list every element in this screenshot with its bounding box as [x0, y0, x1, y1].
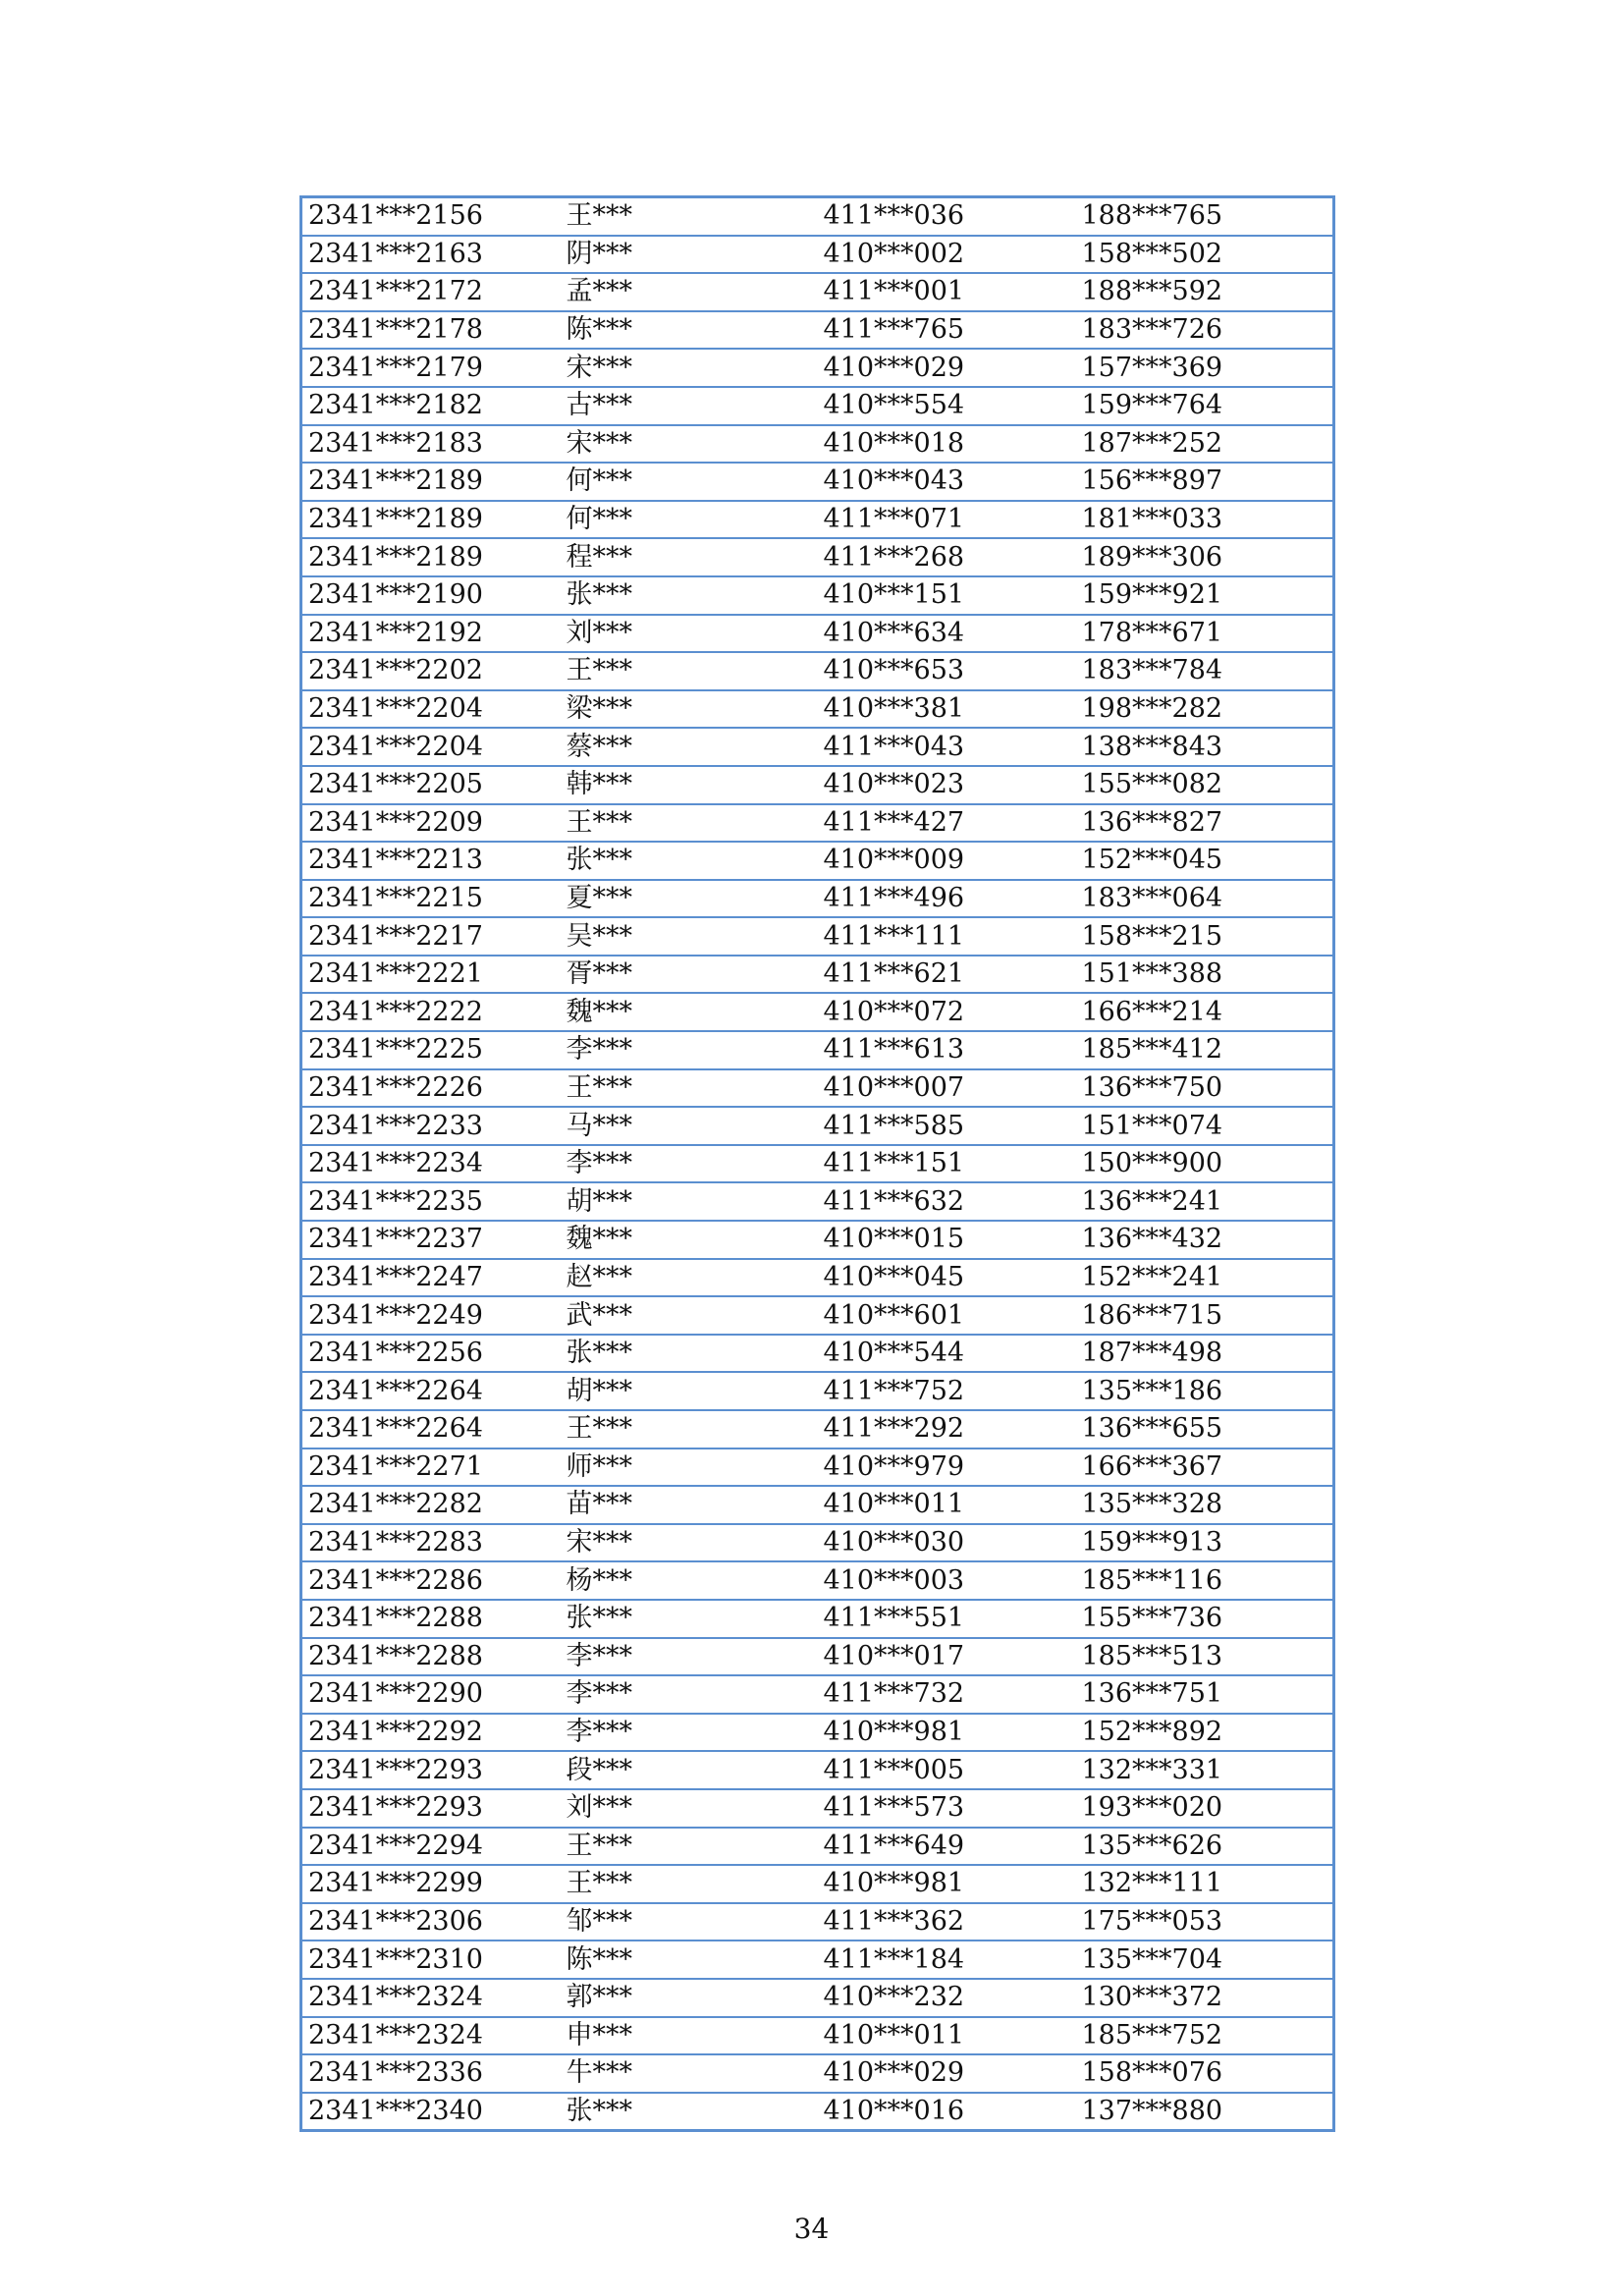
name-cell: 王*** — [561, 652, 818, 690]
phone-cell: 158***076 — [1076, 2054, 1334, 2093]
table-row — [301, 956, 1334, 994]
id-number-cell: 410***017 — [818, 1638, 1076, 1676]
phone-cell: 136***241 — [1076, 1182, 1334, 1221]
exam-number-cell: 2341***2293 — [301, 1789, 561, 1828]
id-number-cell: 410***544 — [818, 1335, 1076, 1373]
phone-cell: 136***655 — [1076, 1410, 1334, 1449]
exam-number-cell: 2341***2340 — [301, 2093, 561, 2131]
id-number-cell: 410***981 — [818, 1865, 1076, 1903]
roster-table-body — [301, 197, 1334, 2131]
table-row — [301, 1372, 1334, 1410]
phone-cell: 135***186 — [1076, 1372, 1334, 1410]
table-row — [301, 1296, 1334, 1335]
id-number-cell: 410***011 — [818, 1486, 1076, 1524]
phone-cell: 152***892 — [1076, 1714, 1334, 1752]
exam-number-cell: 2341***2249 — [301, 1296, 561, 1335]
name-cell: 魏*** — [561, 1221, 818, 1259]
phone-cell: 151***388 — [1076, 956, 1334, 994]
id-number-cell: 411***427 — [818, 804, 1076, 843]
exam-number-cell: 2341***2336 — [301, 2054, 561, 2093]
phone-cell: 175***053 — [1076, 1903, 1334, 1941]
id-number-cell: 410***007 — [818, 1069, 1076, 1108]
phone-cell: 198***282 — [1076, 690, 1334, 729]
exam-number-cell: 2341***2205 — [301, 766, 561, 804]
phone-cell: 136***432 — [1076, 1221, 1334, 1259]
name-cell: 牛*** — [561, 2054, 818, 2093]
table-row — [301, 236, 1334, 274]
phone-cell: 185***752 — [1076, 2017, 1334, 2055]
phone-cell: 135***704 — [1076, 1941, 1334, 1979]
id-number-cell: 411***573 — [818, 1789, 1076, 1828]
name-cell: 苗*** — [561, 1486, 818, 1524]
table-row — [301, 463, 1334, 501]
exam-number-cell: 2341***2290 — [301, 1675, 561, 1714]
exam-number-cell: 2341***2172 — [301, 273, 561, 311]
phone-cell: 189***306 — [1076, 538, 1334, 576]
name-cell: 蔡*** — [561, 728, 818, 766]
exam-number-cell: 2341***2213 — [301, 842, 561, 880]
exam-number-cell: 2341***2271 — [301, 1449, 561, 1487]
exam-number-cell: 2341***2192 — [301, 615, 561, 653]
name-cell: 阴*** — [561, 236, 818, 274]
name-cell: 申*** — [561, 2017, 818, 2055]
phone-cell: 157***369 — [1076, 349, 1334, 387]
id-number-cell: 411***362 — [818, 1903, 1076, 1941]
phone-cell: 183***784 — [1076, 652, 1334, 690]
exam-number-cell: 2341***2190 — [301, 576, 561, 615]
phone-cell: 188***765 — [1081, 200, 1223, 232]
phone-cell: 166***214 — [1076, 993, 1334, 1031]
name-cell: 马*** — [561, 1107, 818, 1145]
name-cell: 李*** — [561, 1675, 818, 1714]
table-row — [301, 538, 1334, 576]
exam-number-cell: 2341***2209 — [301, 804, 561, 843]
name-cell: 王*** — [561, 1410, 818, 1449]
table-row — [301, 1486, 1334, 1524]
exam-number-cell: 2341***2226 — [301, 1069, 561, 1108]
exam-number-cell: 2341***2182 — [301, 387, 561, 425]
name-cell: 张*** — [561, 576, 818, 615]
name-cell: 夏*** — [561, 880, 818, 918]
name-cell: 段*** — [561, 1751, 818, 1789]
id-number-cell: 410***030 — [818, 1524, 1076, 1562]
table-row — [301, 1561, 1334, 1600]
name-cell: 张*** — [561, 1335, 818, 1373]
table-row — [301, 1789, 1334, 1828]
name-cell: 王*** — [566, 200, 632, 232]
exam-number-cell: 2341***2310 — [301, 1941, 561, 1979]
name-cell: 张*** — [561, 2093, 818, 2131]
id-number-cell: 410***029 — [818, 349, 1076, 387]
id-number-cell: 410***002 — [818, 236, 1076, 274]
table-row — [301, 1031, 1334, 1069]
name-cell: 何*** — [561, 463, 818, 501]
table-row — [301, 1714, 1334, 1752]
table-row — [301, 1069, 1334, 1108]
table-row — [301, 1145, 1334, 1183]
name-cell: 王*** — [561, 1828, 818, 1866]
id-number-cell: 411***005 — [818, 1751, 1076, 1789]
table-row — [301, 1828, 1334, 1866]
table-row — [301, 1524, 1334, 1562]
phone-cell: 136***751 — [1076, 1675, 1334, 1714]
table-row — [301, 1865, 1334, 1903]
phone-cell: 155***736 — [1076, 1600, 1334, 1638]
phone-cell: 183***726 — [1076, 311, 1334, 350]
exam-number-cell: 2341***2237 — [301, 1221, 561, 1259]
phone-cell: 158***215 — [1076, 917, 1334, 956]
name-cell: 李*** — [561, 1145, 818, 1183]
table-row — [301, 2017, 1334, 2055]
phone-cell: 138***843 — [1076, 728, 1334, 766]
name-cell: 陈*** — [561, 1941, 818, 1979]
id-number-cell: 410***653 — [818, 652, 1076, 690]
id-number-cell: 410***151 — [818, 576, 1076, 615]
id-number-cell: 410***072 — [818, 993, 1076, 1031]
exam-number-cell: 2341***2225 — [301, 1031, 561, 1069]
phone-cell: 136***827 — [1076, 804, 1334, 843]
id-number-cell: 411***292 — [818, 1410, 1076, 1449]
exam-number-cell: 2341***2264 — [301, 1372, 561, 1410]
table-row — [301, 880, 1334, 918]
exam-number-cell: 2341***2221 — [301, 956, 561, 994]
id-number-cell: 411***268 — [818, 538, 1076, 576]
id-number-cell: 411***585 — [818, 1107, 1076, 1145]
name-cell: 宋*** — [561, 1524, 818, 1562]
table-row — [301, 1941, 1334, 1979]
table-row — [301, 273, 1334, 311]
name-cell: 武*** — [561, 1296, 818, 1335]
name-cell: 邹*** — [561, 1903, 818, 1941]
table-row — [301, 1675, 1334, 1714]
phone-cell: 185***412 — [1076, 1031, 1334, 1069]
name-cell: 刘*** — [561, 615, 818, 653]
name-cell: 魏*** — [561, 993, 818, 1031]
table-row — [301, 615, 1334, 653]
name-cell: 李*** — [561, 1031, 818, 1069]
table-row — [301, 690, 1334, 729]
table-row — [301, 1638, 1334, 1676]
table-row — [301, 1410, 1334, 1449]
id-number-cell: 411***613 — [818, 1031, 1076, 1069]
name-cell: 古*** — [561, 387, 818, 425]
id-number-cell: 411***765 — [818, 311, 1076, 350]
exam-number-cell: 2341***2306 — [301, 1903, 561, 1941]
exam-number-cell: 2341***2293 — [301, 1751, 561, 1789]
phone-cell: 159***764 — [1076, 387, 1334, 425]
id-number-cell: 410***043 — [818, 463, 1076, 501]
phone-cell: 137***880 — [1076, 2093, 1334, 2131]
name-cell: 胡*** — [561, 1372, 818, 1410]
id-number-cell: 410***381 — [818, 690, 1076, 729]
table-row — [301, 387, 1334, 425]
phone-cell: 155***082 — [1076, 766, 1334, 804]
id-number-cell: 410***979 — [818, 1449, 1076, 1487]
phone-cell: 135***328 — [1076, 1486, 1334, 1524]
id-number-cell: 410***016 — [818, 2093, 1076, 2131]
exam-number-cell: 2341***2233 — [301, 1107, 561, 1145]
name-cell: 张*** — [561, 842, 818, 880]
phone-cell: 187***498 — [1076, 1335, 1334, 1373]
name-cell: 李*** — [561, 1638, 818, 1676]
exam-number-cell: 2341***2324 — [301, 1979, 561, 2017]
phone-cell: 166***367 — [1076, 1449, 1334, 1487]
table-row — [301, 917, 1334, 956]
exam-number-cell: 2341***2292 — [301, 1714, 561, 1752]
id-number-cell: 411***496 — [818, 880, 1076, 918]
phone-cell: 181***033 — [1076, 501, 1334, 539]
table-row — [301, 2093, 1334, 2131]
table-row — [301, 311, 1334, 350]
roster-table — [299, 195, 1335, 2132]
phone-cell: 152***241 — [1076, 1259, 1334, 1297]
table-row — [301, 501, 1334, 539]
id-number-cell: 410***018 — [818, 425, 1076, 464]
exam-number-cell: 2341***2204 — [301, 690, 561, 729]
table-row — [301, 2054, 1334, 2093]
phone-cell: 159***921 — [1076, 576, 1334, 615]
exam-number-cell: 2341***2217 — [301, 917, 561, 956]
table-row — [301, 993, 1334, 1031]
table-row — [301, 1221, 1334, 1259]
id-number-cell: 410***045 — [818, 1259, 1076, 1297]
exam-number-cell: 2341***2256 — [301, 1335, 561, 1373]
exam-number-cell: 2341***2288 — [301, 1600, 561, 1638]
phone-cell: 183***064 — [1076, 880, 1334, 918]
table-row — [301, 1903, 1334, 1941]
table-row — [301, 766, 1334, 804]
id-number-cell: 411***036 — [823, 200, 965, 232]
phone-cell: 136***750 — [1076, 1069, 1334, 1108]
id-number-cell: 410***003 — [818, 1561, 1076, 1600]
table-row — [301, 842, 1334, 880]
table-row — [301, 1259, 1334, 1297]
phone-cell: 132***331 — [1076, 1751, 1334, 1789]
name-cell: 宋*** — [561, 425, 818, 464]
table-row — [301, 349, 1334, 387]
name-cell: 杨*** — [561, 1561, 818, 1600]
phone-cell: 159***913 — [1076, 1524, 1334, 1562]
id-number-cell: 411***184 — [818, 1941, 1076, 1979]
exam-number-cell: 2341***2178 — [301, 311, 561, 350]
name-cell: 程*** — [561, 538, 818, 576]
exam-number-cell: 2341***2189 — [301, 538, 561, 576]
phone-cell: 185***513 — [1076, 1638, 1334, 1676]
id-number-cell: 410***634 — [818, 615, 1076, 653]
phone-cell: 187***252 — [1076, 425, 1334, 464]
exam-number-cell: 2341***2189 — [301, 501, 561, 539]
id-number-cell: 410***023 — [818, 766, 1076, 804]
table-row — [301, 804, 1334, 843]
id-number-cell: 410***009 — [818, 842, 1076, 880]
exam-number-cell: 2341***2286 — [301, 1561, 561, 1600]
name-cell: 何*** — [561, 501, 818, 539]
exam-number-cell: 2341***2179 — [301, 349, 561, 387]
table-row — [301, 1335, 1334, 1373]
id-number-cell: 410***601 — [818, 1296, 1076, 1335]
exam-number-cell: 2341***2234 — [301, 1145, 561, 1183]
name-cell: 梁*** — [561, 690, 818, 729]
id-number-cell: 411***752 — [818, 1372, 1076, 1410]
name-cell: 赵*** — [561, 1259, 818, 1297]
table-row — [301, 1107, 1334, 1145]
name-cell: 郭*** — [561, 1979, 818, 2017]
phone-cell: 188***592 — [1076, 273, 1334, 311]
name-cell: 张*** — [561, 1600, 818, 1638]
id-number-cell: 410***015 — [818, 1221, 1076, 1259]
exam-number-cell: 2341***2235 — [301, 1182, 561, 1221]
id-number-cell: 410***554 — [818, 387, 1076, 425]
exam-number-cell: 2341***2288 — [301, 1638, 561, 1676]
name-cell: 王*** — [561, 1069, 818, 1108]
exam-number-cell: 2341***2299 — [301, 1865, 561, 1903]
name-cell: 王*** — [561, 804, 818, 843]
table-row — [301, 425, 1334, 464]
exam-number-cell: 2341***2163 — [301, 236, 561, 274]
name-cell: 刘*** — [561, 1789, 818, 1828]
id-number-cell: 411***632 — [818, 1182, 1076, 1221]
phone-cell: 132***111 — [1076, 1865, 1334, 1903]
id-number-cell: 411***649 — [818, 1828, 1076, 1866]
table-row — [301, 1600, 1334, 1638]
phone-cell: 150***900 — [1076, 1145, 1334, 1183]
name-cell: 师*** — [561, 1449, 818, 1487]
table-row — [301, 652, 1334, 690]
name-cell: 李*** — [561, 1714, 818, 1752]
phone-cell: 130***372 — [1076, 1979, 1334, 2017]
id-number-cell: 410***029 — [818, 2054, 1076, 2093]
phone-cell: 158***502 — [1076, 236, 1334, 274]
table-row — [301, 576, 1334, 615]
table-row — [301, 197, 1334, 236]
exam-number-cell: 2341***2282 — [301, 1486, 561, 1524]
exam-number-cell: 2341***2204 — [301, 728, 561, 766]
id-number-cell: 411***551 — [818, 1600, 1076, 1638]
phone-cell: 156***897 — [1076, 463, 1334, 501]
exam-number-cell: 2341***2202 — [301, 652, 561, 690]
exam-number-cell: 2341***2189 — [301, 463, 561, 501]
id-number-cell: 410***981 — [818, 1714, 1076, 1752]
exam-number-cell: 2341***2283 — [301, 1524, 561, 1562]
exam-number-cell: 2341***2222 — [301, 993, 561, 1031]
exam-number-cell: 2341***2264 — [301, 1410, 561, 1449]
name-cell: 王*** — [561, 1865, 818, 1903]
table-row — [301, 1449, 1334, 1487]
id-number-cell: 411***621 — [818, 956, 1076, 994]
phone-cell: 186***715 — [1076, 1296, 1334, 1335]
id-number-cell: 411***001 — [818, 273, 1076, 311]
id-number-cell: 411***151 — [818, 1145, 1076, 1183]
name-cell: 孟*** — [561, 273, 818, 311]
name-cell: 吴*** — [561, 917, 818, 956]
name-cell: 胡*** — [561, 1182, 818, 1221]
exam-number-cell: 2341***2215 — [301, 880, 561, 918]
id-number-cell: 410***232 — [818, 1979, 1076, 2017]
name-cell: 陈*** — [561, 311, 818, 350]
exam-number-cell: 2341***2156 — [308, 200, 483, 232]
phone-cell: 178***671 — [1076, 615, 1334, 653]
table-row — [301, 1751, 1334, 1789]
exam-number-cell: 2341***2324 — [301, 2017, 561, 2055]
table-row — [301, 1182, 1334, 1221]
id-number-cell: 410***011 — [818, 2017, 1076, 2055]
table-row — [301, 728, 1334, 766]
exam-number-cell: 2341***2247 — [301, 1259, 561, 1297]
exam-number-cell: 2341***2183 — [301, 425, 561, 464]
exam-number-cell: 2341***2294 — [301, 1828, 561, 1866]
name-cell: 韩*** — [561, 766, 818, 804]
page-number: 34 — [793, 2213, 830, 2245]
id-number-cell: 411***043 — [818, 728, 1076, 766]
id-number-cell: 411***111 — [818, 917, 1076, 956]
id-number-cell: 411***071 — [818, 501, 1076, 539]
phone-cell: 185***116 — [1076, 1561, 1334, 1600]
phone-cell: 135***626 — [1076, 1828, 1334, 1866]
id-number-cell: 411***732 — [818, 1675, 1076, 1714]
phone-cell: 152***045 — [1076, 842, 1334, 880]
table-row — [301, 1979, 1334, 2017]
name-cell: 宋*** — [561, 349, 818, 387]
name-cell: 胥*** — [561, 956, 818, 994]
phone-cell: 151***074 — [1076, 1107, 1334, 1145]
phone-cell: 193***020 — [1076, 1789, 1334, 1828]
